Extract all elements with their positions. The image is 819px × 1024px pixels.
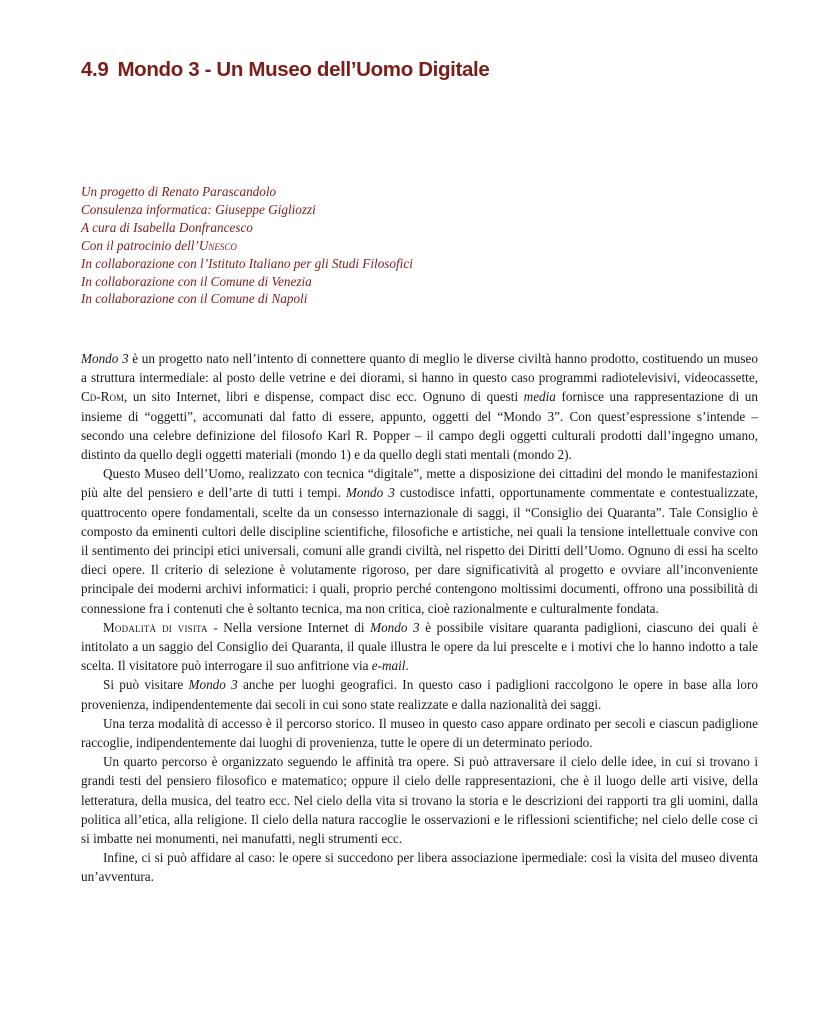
paragraph (81, 675, 758, 713)
text-run: è possibile visitare quaranta padiglioni, ciascuno dei quali è intitolato a un saggio del Consiglio dei Quaranta, il quale illustra le opere da lui prescelte e i motivi che lo hanno indotto a tale scelta. Il visitatore può interrogare il suo anfitrione via (81, 619, 758, 674)
body-text (81, 349, 758, 887)
text-run: custodisce infatti, opportunamente commentate e contestualizzate, quattrocento opere fondamentali, scelte da un consesso internazionale di saggi, il “Consiglio dei Quaranta”. Tale Consiglio è composto da eminenti cultori delle discipline scientifiche, filosofiche e artistiche, nei quali la tensione intellettuale convive con il sentimento dei principi etici universali, comuni alle grandi civiltà, nel rispetto dei Diritti dell’Uomo. Ognuno di essi ha scelto dieci opere. Il criterio di selezione è volutamente rigoroso, per dare significatività al progetto e ovviare all’inconveniente principale dei moderni archivi informatici: i quali, proprio perché contengono moltissimi documenti, offrono una possibilità di connessione fra i contenuti che è soltanto tecnica, ma non critica, cioè razionalmente e culturalmente fondata. (81, 485, 758, 616)
paragraph: Una terza modalità di accesso è il percorso storico. Il museo in questo caso appare ordinato per secoli e ciascun padiglione raccoglie, indipendentemente dai luoghi di provenienza, tutte le opere di un determinato periodo. (81, 715, 758, 751)
paragraph: Un quarto percorso è organizzato seguendo le affinità tra opere. Si può attraversare il cielo delle idee, in cui si trovano i grandi testi del pensiero filosofico e matematico; oppure il cielo delle rappresentazioni, che è il luogo delle arti visive, della letteratura, della musica, del teatro ecc. Nel cielo della vita si trovano la storia e le descrizioni dei rapporti tra gli uomini, dalla politica all’etica, alla religione. Il cielo della natura raccoglie le osservazioni e le riflessioni scientifiche; nel cielo delle cose ci si imbatte nei monumenti, nei manufatti, negli strumenti ecc. (81, 754, 758, 847)
paragraph (81, 349, 758, 464)
text-run: fornisce una rappresentazione di un insieme di “oggetti”, accomunati dal fatto di essere, appunto, oggetti del “Mondo 3”. Con quest’espressione s’intende – secondo una celebre definizione del filosofo Karl R. Popper – il campo degli oggetti culturali prodotti dall’ingegno umano, distinto da quello degli oggetti materiali (mondo 1) e da quello degli stati mentali (mondo 2). (81, 389, 758, 463)
italic-term: e-mail (371, 658, 406, 674)
italic-term: Mondo 3 (345, 485, 395, 501)
text-run: anche per luoghi geografici. In questo caso i padiglioni raccolgono le opere in base alla loro provenienza, indipendentemente dai secoli in cui sono state realizzate e dalla nazionalità dei saggi. (81, 677, 758, 712)
text-run: Questo Museo dell’Uomo, realizzato con tecnica “digitale”, mette a disposizione dei cittadini del mondo le manifestazioni più alte del pensiero e dell’arte di tutti i tempi. (81, 466, 758, 501)
credit-line: Un progetto di Renato Parascandolo (81, 184, 277, 199)
credits-list (81, 183, 758, 308)
text-run: , un sito Internet, libri e dispense, compact disc ecc. Ognuno di questi (124, 389, 524, 405)
text-run: Si può visitare (103, 677, 189, 693)
italic-term: media (523, 389, 556, 405)
paragraph (81, 618, 758, 676)
paragraph: Infine, ci si può affidare al caso: le opere si succedono per libera associazione ipermediale: così la visita del museo diventa un’avventura. (81, 850, 758, 885)
section-label: Modalità di visita (103, 619, 208, 635)
paragraph (81, 464, 758, 618)
credit-line: In collaborazione con il Comune di Venezia (81, 273, 312, 289)
text-run: - Nella versione Internet di (207, 619, 371, 635)
credit-unesco-prefix: Con il patrocinio dell’ (81, 237, 199, 253)
credit-line: A cura di Isabella Donfrancesco (81, 219, 253, 235)
italic-term: Mondo 3 (81, 351, 129, 366)
section-number: 4.9 (81, 58, 109, 81)
credit-line: Consulenza informatica: Giuseppe Gigliozzi (81, 201, 316, 217)
cdrom-term: Cd-Rom (81, 389, 124, 405)
italic-term: Mondo 3 (370, 619, 420, 635)
section-heading (81, 58, 489, 82)
credit-line: In collaborazione con l’Istituto Italiano per gli Studi Filosofici (81, 255, 413, 271)
text-run: . (405, 658, 409, 674)
credit-unesco-name: Unesco (198, 237, 237, 253)
text-run: è un progetto nato nell’intento di connettere quanto di meglio le diverse civiltà hanno prodotto, costituendo un museo a struttura intermediale: al posto delle vetrine e dei diorami, si hanno in questo caso programmi radiotelevisivi, videocassette, (81, 351, 758, 386)
section-title: Mondo 3 - Un Museo dell’Uomo Digitale (117, 58, 490, 81)
credit-line (81, 237, 758, 255)
italic-term: Mondo 3 (188, 677, 238, 693)
credit-line: In collaborazione con il Comune di Napoli (81, 291, 308, 307)
